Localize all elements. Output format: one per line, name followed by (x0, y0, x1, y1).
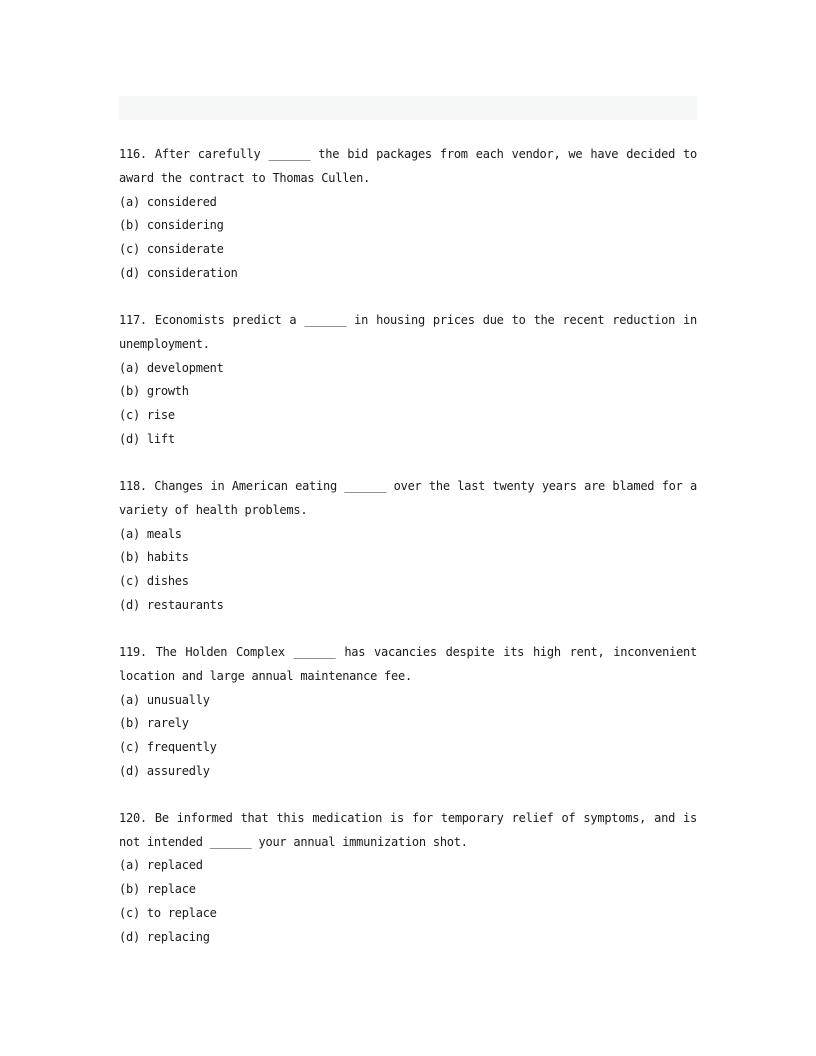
question-119 (119, 641, 697, 783)
answer-option-b: (b) rarely (119, 716, 189, 731)
answer-option-c: (c) dishes (119, 574, 189, 588)
answer-option-b: (b) growth (119, 384, 189, 399)
answer-option-c: (c) frequently (119, 739, 217, 754)
question-text-line: 120. Be informed that this medication is for temporary relief of symptoms, and is (119, 811, 697, 825)
question-text-line: 116. After carefully ______ the bid packages from each vendor, we have decided to (119, 147, 697, 162)
answer-option-a: (a) replaced (119, 858, 203, 873)
answer-option-b: (b) replace (119, 882, 196, 897)
question-text-line: 118. Changes in American eating ______ over the last twenty years are blamed for a (119, 479, 697, 494)
answer-option-d: (d) lift (119, 431, 175, 446)
answer-option-d: (d) restaurants (119, 597, 224, 612)
answer-option-b: (b) habits (119, 550, 189, 565)
header-highlight-bar (119, 96, 697, 120)
answer-option-c: (c) considerate (119, 242, 224, 257)
answer-option-a: (a) unusually (119, 692, 210, 707)
answer-option-c: (c) to replace (119, 905, 217, 920)
answer-option-d: (d) consideration (119, 265, 238, 280)
answer-option-d: (d) replacing (119, 929, 210, 944)
answer-option-d: (d) assuredly (119, 763, 210, 778)
answer-option-b: (b) considering (119, 218, 224, 233)
question-116 (119, 143, 697, 285)
question-text-line: award the contract to Thomas Cullen. (119, 171, 371, 186)
question-118 (119, 475, 697, 617)
question-117 (119, 309, 697, 451)
page-content (119, 96, 697, 949)
question-text-line: variety of health problems. (119, 502, 308, 517)
answer-option-a: (a) meals (119, 526, 182, 541)
answer-option-c: (c) rise (119, 408, 175, 423)
question-text-line: location and large annual maintenance fee. (119, 668, 412, 683)
question-text-line: 119. The Holden Complex ______ has vacancies despite its high rent, inconvenient (119, 645, 697, 660)
question-text-line: 117. Economists predict a ______ in housing prices due to the recent reduction in (119, 313, 697, 328)
answer-option-a: (a) considered (119, 194, 217, 209)
question-text-line: unemployment. (119, 336, 210, 351)
question-120 (119, 807, 697, 949)
answer-option-a: (a) development (119, 360, 224, 375)
question-text-line: not intended ______ your annual immunization shot. (119, 834, 468, 849)
